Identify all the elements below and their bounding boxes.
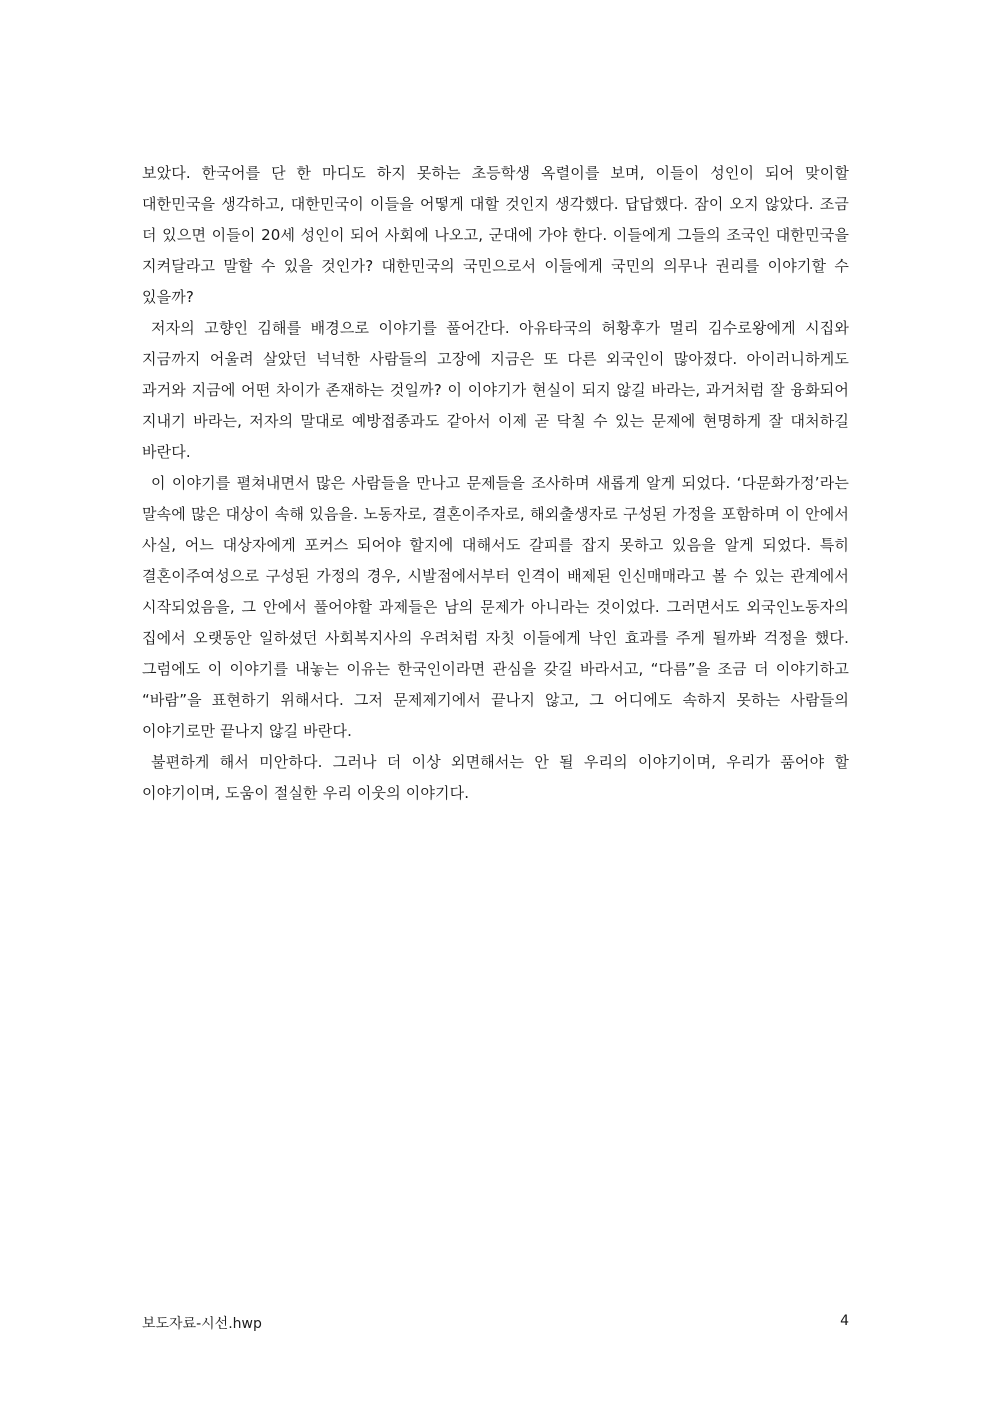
paragraph-3: 이 이야기를 펼쳐내면서 많은 사람들을 만나고 문제들을 조사하며 새롭게 알게 되었다. ‘다문화가정’라는 말속에 많은 대상이 속해 있음을. 노동자로, 결혼이주자로, 해외출생자로 구성된 가정을 포함하며 이 안에서 사실, 어느 대상자에게 포커스 되어야 할지에 대해서도 갈피를 잡지 못하고 있음을 알게 되었다. 특히 결혼이주여성으로 구성된 가정의 경우, 시발점에서부터 인격이 배제된 인신매매라고 볼 수 있는 관계에서 시작되었음을, 그 안에서 풀어야할 과제들은 남의 문제가 아니라는 것이었다. 그러면서도 외국인노동자의 집에서 오랫동안 일하셨던 사회복지사의 우려처럼 자칫 이들에게 낙인 효과를 주게 될까봐 걱정을 했다. 그럼에도 이 이야기를 내놓는 이유는 한국인이라면 관심을 갖길 바라서고, “다름”을 조금 더 이야기하고 “바람”을 표현하기 위해서다. 그저 문제제기에서 끝나지 않고, 그 어디에도 속하지 못하는 사람들의 이야기로만 끝나지 않길 바란다. <box>142 474 849 740</box>
page-footer <box>142 1313 849 1333</box>
paragraph-4: 불편하게 해서 미안하다. 그러나 더 이상 외면해서는 안 될 우리의 이야기이며, 우리가 품어야 할 이야기이며, 도움이 절실한 우리 이웃의 이야기다. <box>142 753 849 802</box>
footer-page-number: 4 <box>840 1313 849 1329</box>
footer-filename: 보도자료-시선.hwp <box>142 1316 262 1332</box>
body-text <box>142 158 849 809</box>
paragraph-1: 보았다. 한국어를 단 한 마디도 하지 못하는 초등학생 옥렬이를 보며, 이들이 성인이 되어 맞이할 대한민국을 생각하고, 대한민국이 이들을 어떻게 대할 것인지 생각했다. 답답했다. 잠이 오지 않았다. 조금 더 있으면 이들이 20세 성인이 되어 사회에 나오고, 군대에 가야 한다. 이들에게 그들의 조국인 대한민국을 지켜달라고 말할 수 있을 것인가? 대한민국의 국민으로서 이들에게 국민의 의무나 권리를 이야기할 수 있을까? <box>142 164 849 306</box>
paragraph-2: 저자의 고향인 김해를 배경으로 이야기를 풀어간다. 아유타국의 허황후가 멀리 김수로왕에게 시집와 지금까지 어울려 살았던 넉넉한 사람들의 고장에 지금은 또 다른 외국인이 많아졌다. 아이러니하게도 과거와 지금에 어떤 차이가 존재하는 것일까? 이 이야기가 현실이 되지 않길 바라는, 과거처럼 잘 융화되어 지내기 바라는, 저자의 말대로 예방접종과도 같아서 이제 곧 닥칠 수 있는 문제에 현명하게 잘 대처하길 바란다. <box>142 319 849 461</box>
